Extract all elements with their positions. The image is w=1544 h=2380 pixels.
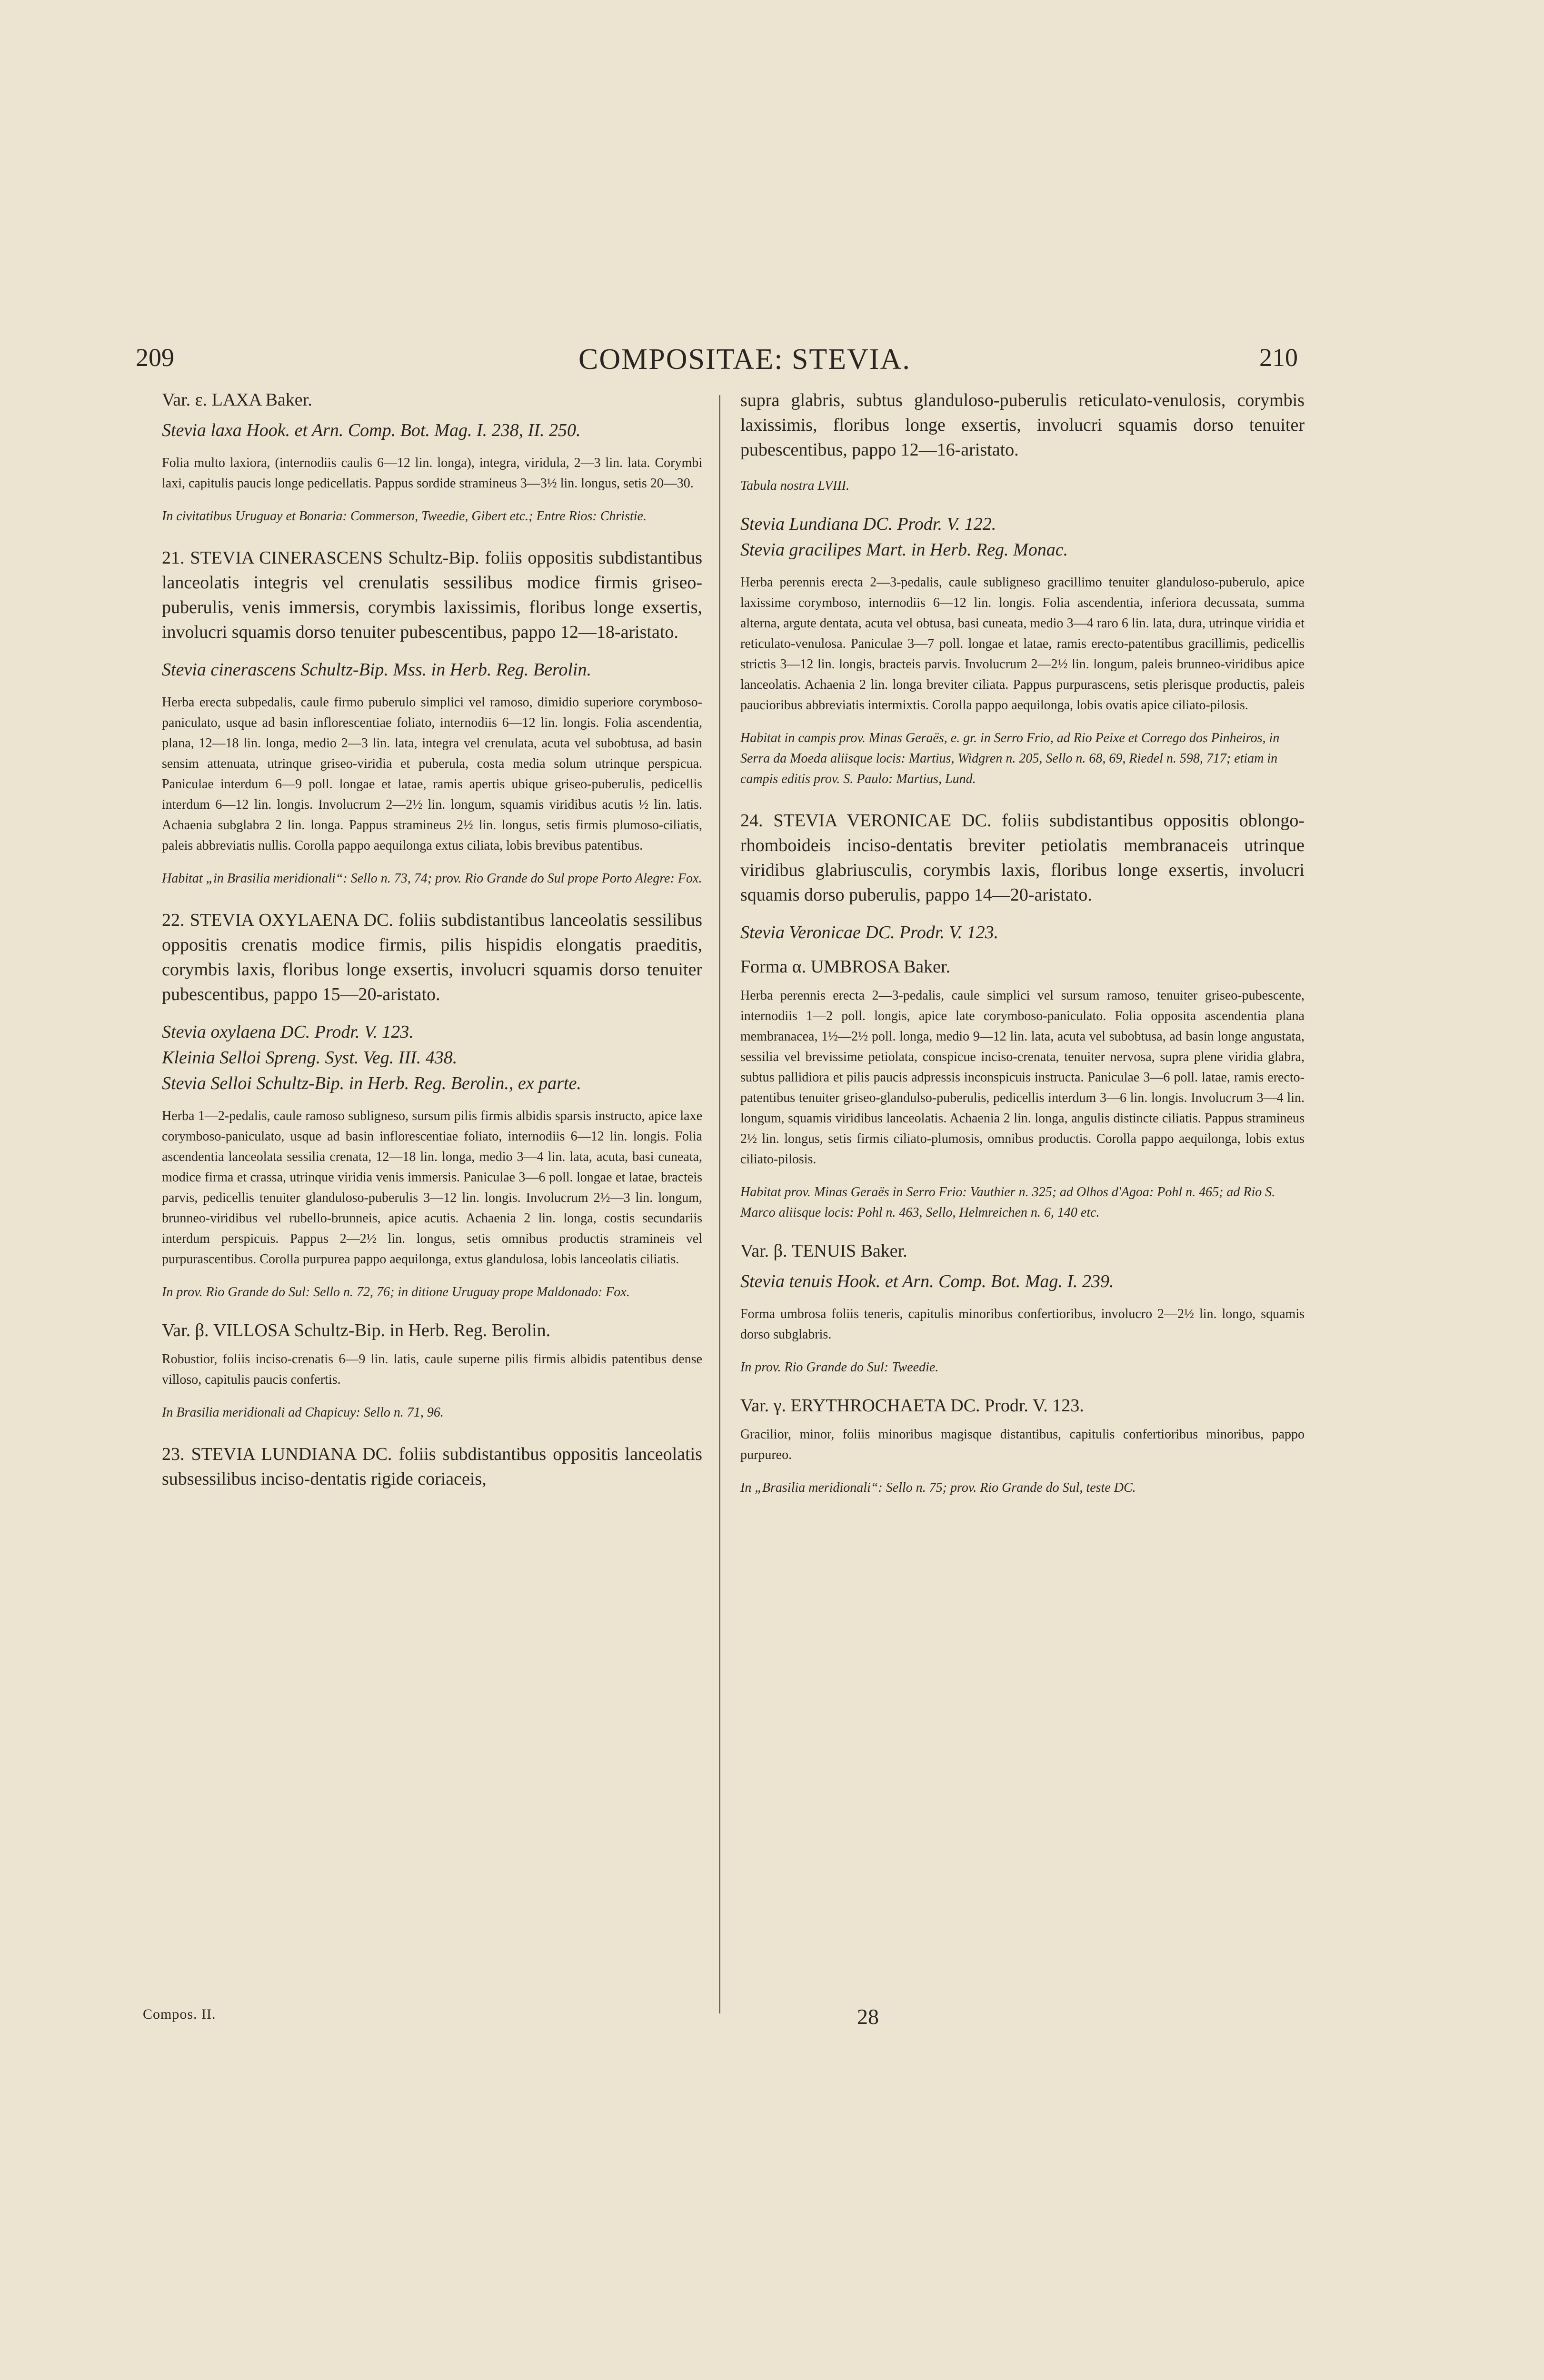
- synonym: Stevia Lundiana DC. Prodr. V. 122.: [740, 514, 996, 534]
- habitat: In prov. Rio Grande do Sul: Tweedie.: [740, 1360, 939, 1375]
- description: Herba 1—2-pedalis, caule ramoso subligneso, sursum pilis firmis albidis sparsis instructo, apice laxe corymboso-paniculato, usque ad basin inflorescentiae foliato, internodiis 6—12 lin. longis. Folia ascendentia lanceolata sessilia crenata, 12—18 lin. longa, medio 3—4 lin. lata, acuta, basi cuneata, modice firma et crassa, utrinque viridia venis immersis. Paniculae 3—6 poll. longae et latae, bracteis parvis, pedicellis tenuiter glanduloso-puberulis 3—12 lin. longis. Involucrum 2½—3 lin. longum, brunneo-viridibus vel rubello-brunneis, apice acutis. Achaenia 2 lin. longa, costis secundariis interdum perspicuis. Pappus 2—2½ lin. longus, setis omnibus productis stramineis vel purpurascentibus. Corolla purpurea pappo aequilonga, extus glandulosa, lobis lanceolatis ciliatis.: [162, 1109, 702, 1267]
- synonym: Stevia cinerascens Schultz-Bip. Mss. in Herb. Reg. Berolin.: [162, 660, 591, 680]
- habitat: Habitat „in Brasilia meridionali“: Sello n. 73, 74; prov. Rio Grande do Sul prope Porto Alegre: Fox.: [162, 871, 702, 886]
- description: Herba erecta subpedalis, caule firmo puberulo simplici vel ramoso, dimidio superiore corymboso-paniculato, usque ad basin inflorescentiae foliato, internodiis 6—12 lin. longis. Folia ascendentia, plana, 12—18 lin. longa, medio 2—3 lin. lata, integra vel crenulata, acuta vel subobtusa, ad basin sensim attenuata, utrinque griseo-viridia et puberula, costa media solum utrinque perspicua. Paniculae interdum 6—9 poll. longae et latae, ramis apertis ubique griseo-puberulis, pedicellis interdum 6—12 lin. longis. Involucrum 2—2½ lin. longum, squamis viridibus acutis ½ lin. latis. Achaenia subglabra 2 lin. longa. Pappus stramineus 2½ lin. longus, setis firmis plumoso-ciliatis, paleis abbreviatis nullis. Corolla pappo aequilonga extus ciliata, lobis brevibus patentibus.: [162, 695, 702, 853]
- habitat: In „Brasilia meridionali“: Sello n. 75; prov. Rio Grande do Sul, teste DC.: [740, 1480, 1136, 1495]
- synonym: Stevia tenuis Hook. et Arn. Comp. Bot. Mag. I. 239.: [740, 1271, 1114, 1291]
- species-heading: 24. STEVIA VERONICAE DC. foliis subdistantibus oppositis oblongo-rhomboideis inciso-dentatis breviter petiolatis membranaceis utrinque viridibus glabriusculis, corymbis laxis, floribus longe exsertis, involucri squamis dorso puberulis, pappo 14—20-aristato.: [740, 811, 1305, 905]
- habitat: In Brasilia meridionali ad Chapicuy: Sello n. 71, 96.: [162, 1405, 444, 1420]
- variety-heading: Var. β. VILLOSA Schultz-Bip. in Herb. Reg. Berolin.: [162, 1320, 551, 1340]
- variety-heading: Var. γ. ERYTHROCHAETA DC. Prodr. V. 123.: [740, 1396, 1084, 1416]
- synonym: Stevia Selloi Schultz-Bip. in Herb. Reg. Berolin., ex parte.: [162, 1073, 581, 1093]
- variety-heading: Var. β. TENUIS Baker.: [740, 1241, 907, 1261]
- habitat: Habitat in campis prov. Minas Geraës, e. gr. in Serro Frio, ad Rio Peixe et Corrego dos Pinheiros, in Serra da Moeda aliisque locis: Martius, Widgren n. 205, Sello n. 68, 69, Riedel n. 598, 717; etiam in campis editis prov. S. Paulo: Martius, Lund.: [740, 731, 1280, 786]
- forma-heading: Forma α. UMBROSA Baker.: [740, 957, 951, 977]
- signature-mark: 28: [857, 2004, 879, 2029]
- description: Robustior, foliis inciso-crenatis 6—9 lin. latis, caule superne pilis firmis albidis patentibus dense villoso, capitulis paucis confertis.: [162, 1352, 702, 1387]
- synonym: Stevia Veronicae DC. Prodr. V. 123.: [740, 922, 999, 942]
- species-continuation: supra glabris, subtus glanduloso-puberulis reticulato-venulosis, corymbis laxissimis, floribus longe exsertis, involucri squamis dorso tenuiter pubescentibus, pappo 12—16-aristato.: [740, 390, 1305, 460]
- synonym: Stevia gracilipes Mart. in Herb. Reg. Monac.: [740, 540, 1068, 560]
- habitat: In civitatibus Uruguay et Bonaria: Commerson, Tweedie, Gibert etc.; Entre Rios: Christie.: [162, 509, 647, 524]
- right-page-number: 210: [1259, 343, 1298, 372]
- left-page-number: 209: [136, 343, 174, 372]
- right-column: [740, 388, 1305, 1514]
- description: Herba perennis erecta 2—3-pedalis, caule simplici vel sursum ramoso, tenuiter griseo-pubescente, internodiis 1—2 poll. longis, apice late corymboso-paniculato. Folia opposita ascendentia plana membranacea, 1½—2½ poll. longa, medio 9—12 lin. lata, acuta vel subobtusa, ad basin longe angustata, sessilia vel brevissime petiolata, conspicue inciso-crenata, tenuiter nervosa, supra plene viridia glabra, subtus pallidiora et pilis paucis adpressis inconspicuis instructa. Paniculae 3—6 poll. latae, ramis erecto-patentibus tenuiter griseo-glandulso-puberulis, pedicellis interdum 3—6 lin. longis. Involucrum 3—4 lin. longum, squamis viridibus lanceolatis. Achaenia 2 lin. longa, angulis distincte ciliatis. Pappus stramineus 2½ lin. longus, setis firmis ciliato-plumosis, omnibus productis. Corolla pappo aequilonga, lobis extus ciliato-pilosis.: [740, 988, 1305, 1167]
- species-heading: 22. STEVIA OXYLAENA DC. foliis subdistantibus lanceolatis sessilibus oppositis crenatis modice firmis, pilis hispidis elongatis praeditis, corymbis laxis, floribus longe exsertis, involucri squamis dorso tenuiter pubescentibus, pappo 15—20-aristato.: [162, 910, 702, 1004]
- running-title: COMPOSITAE: STEVIA.: [578, 343, 911, 376]
- description: Herba perennis erecta 2—3-pedalis, caule subligneso gracillimo tenuiter glanduloso-puberulo, apice laxissime corymboso, internodiis 6—12 lin. longis. Folia ascendentia, inferiora decussata, summa alterna, argute dentata, acuta vel obtusa, basi cuneata, medio 3—4 raro 6 lin. lata, dura, utrinque viridia et reticulato-venulosa. Paniculae 3—7 poll. longae et latae, ramis erecto-patentibus gracillimis, pedicellis strictis 3—12 lin. longis, bracteis parvis. Involucrum 2—2½ lin. longum, paleis brunneo-viridibus apice lanceolatis. Achaenia 2 lin. longa breviter ciliata. Pappus purpurascens, setis plerisque productis, paleis paucioribus abbreviatis intermixtis. Corolla pappo aequilonga, lobis ovatis apice ciliato-pilosis.: [740, 575, 1305, 713]
- column-divider: [719, 395, 720, 2013]
- species-heading: 23. STEVIA LUNDIANA DC. foliis subdistantibus oppositis lanceolatis subsessilibus inciso-dentatis rigide coriaceis,: [162, 1444, 702, 1489]
- description: Forma umbrosa foliis teneris, capitulis minoribus confertioribus, involucro 2—2½ lin. longo, squamis dorso subglabris.: [740, 1307, 1305, 1342]
- synonym: Kleinia Selloi Spreng. Syst. Veg. III. 438.: [162, 1048, 458, 1068]
- synonym: Stevia oxylaena DC. Prodr. V. 123.: [162, 1022, 414, 1042]
- description: Folia multo laxiora, (internodiis caulis 6—12 lin. longa), integra, viridula, 2—3 lin. lata. Corymbi laxi, capitulis paucis longe pedicellatis. Pappus sordide stramineus 3—3½ lin. longus, setis 20—30.: [162, 456, 702, 491]
- habitat: In prov. Rio Grande do Sul: Sello n. 72, 76; in ditione Uruguay prope Maldonado: Fox.: [162, 1285, 630, 1299]
- footer-volume: Compos. II.: [143, 2006, 216, 2022]
- synonym: Stevia laxa Hook. et Arn. Comp. Bot. Mag. I. 238, II. 250.: [162, 420, 581, 440]
- variety-heading: Var. ε. LAXA Baker.: [162, 390, 312, 410]
- left-column: [162, 388, 702, 1491]
- description: Gracilior, minor, foliis minoribus magisque distantibus, capitulis confertioribus minoribus, pappo purpureo.: [740, 1427, 1305, 1462]
- habitat: Habitat prov. Minas Geraës in Serro Frio: Vauthier n. 325; ad Olhos d'Agoa: Pohl n. 465; ad Rio S. Marco aliisque locis: Pohl n. 463, Sello, Helmreichen n. 6, 140 etc.: [740, 1185, 1275, 1220]
- species-heading: 21. STEVIA CINERASCENS Schultz-Bip. foliis oppositis subdistantibus lanceolatis integris vel crenulatis sessilibus modice firmis griseo-puberulis, venis immersis, corymbis laxissimis, floribus longe exsertis, involucri squamis dorso tenuiter pubescentibus, pappo 12—18-aristato.: [162, 548, 702, 642]
- plate-reference: Tabula nostra LVIII.: [740, 478, 849, 493]
